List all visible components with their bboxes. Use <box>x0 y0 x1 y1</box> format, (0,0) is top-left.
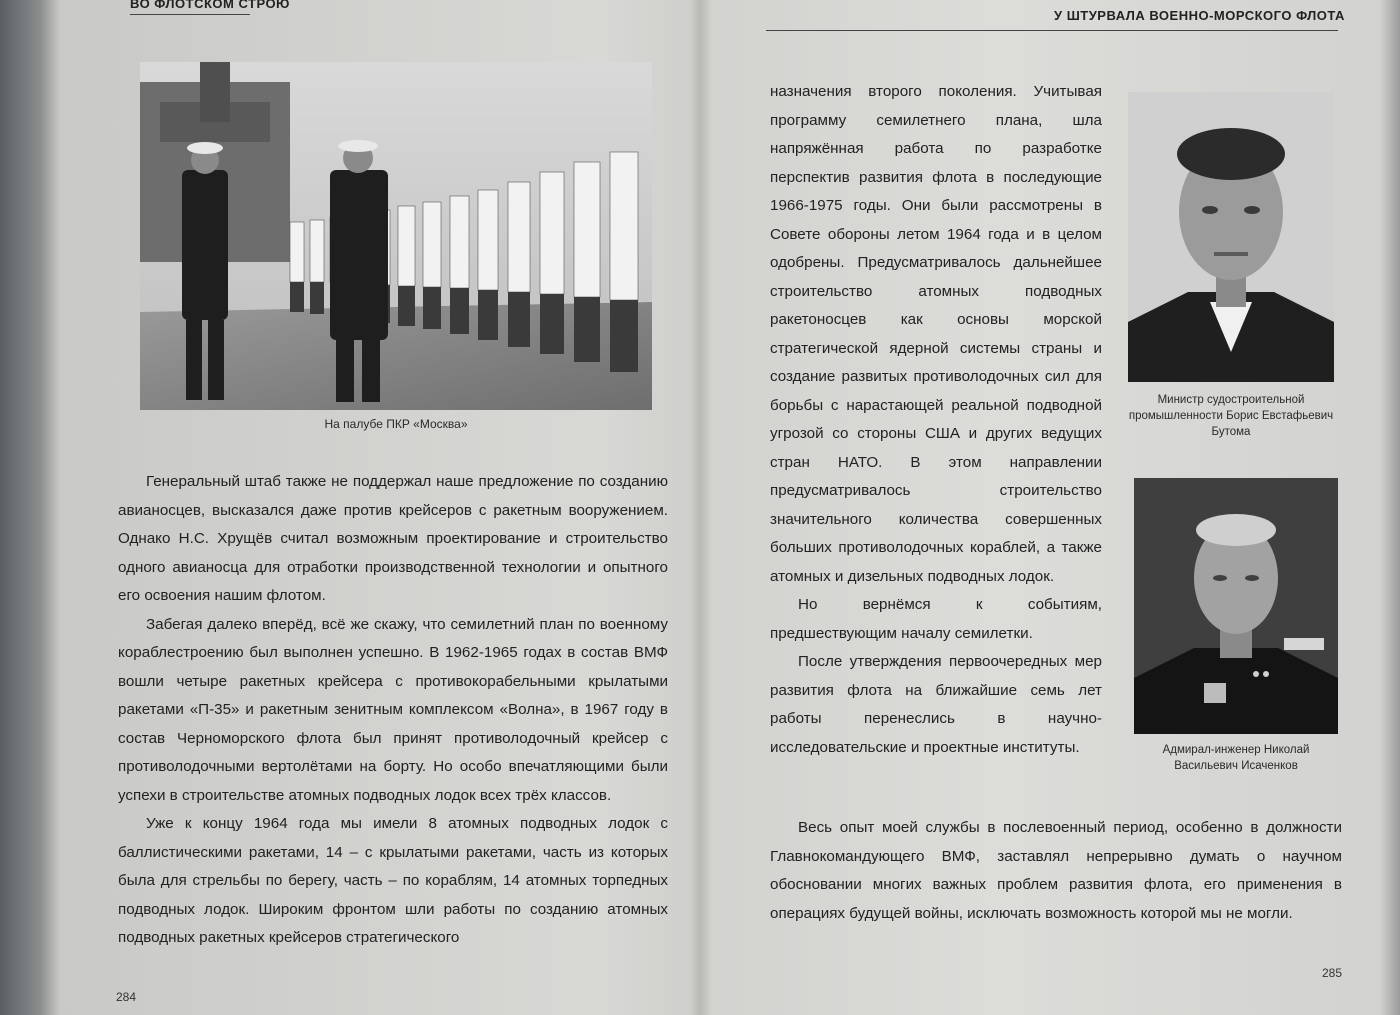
butoma-portrait-caption: Министр судостроительной промышленности Борис Евстафьевич Бутома <box>1128 394 1334 438</box>
right-paragraph-1: назначения второго поколения. Учитывая программу семилетнего плана, шла напряжённая работа по разработке перспектив развития флота в последующие 1966-1975 годы. Они были рассмотрены в Совете обороны летом 1964 года и в целом одобрены. Предусматривалось дальнейшее строительство атомных подводных ракетоносцев как основы морской стратегической ядерной системы страны и создание развитых противолодочных сил для борьбы с нарастающей реальной подводной угрозой со стороны США и других ведущих стран НАТО. В этом направлении предусматривалось строительство значительного количества совершенных больших противолодочных кораблей, а также атомных и дизельных подводных лодок. <box>770 83 1102 585</box>
left-page <box>60 0 700 1015</box>
right-page <box>708 0 1400 1015</box>
butoma-portrait <box>1128 92 1334 382</box>
left-head-rule <box>130 14 250 15</box>
right-head-rule <box>766 30 1338 31</box>
right-full-paragraph: Весь опыт моей службы в послевоенный период, особенно в должности Главнокомандующего ВМФ, заставлял непрерывно думать о научном обосновании многих важных проблем развития флота, его применения в операциях будущей войны, исключать возможность которой мы не могли. <box>770 819 1342 922</box>
right-page-number: 285 <box>1322 966 1343 980</box>
right-paragraph-2: Но вернёмся к событиям, предшествующим началу семилетки. <box>770 596 1102 642</box>
right-column-text <box>770 78 1102 762</box>
left-paragraph-2: Забегая далеко вперёд, всё же скажу, что семилетний план по военному кораблестроению был выполнен успешно. В 1962-1965 годах в состав ВМФ вошли четыре ракетных крейсера с противокорабельными крылатыми ракетами «П-35» и ракетным зенитным комплексом «Волна», в 1967 году в состав Черноморского флота был принят противолодочный крейсер с противолодочными вертолётами на борту. Но особо впечатляющими были успехи в строительстве атомных подводных лодок всех трёх классов. <box>118 615 668 804</box>
left-paragraph-1: Генеральный штаб также не поддержал наше предложение по созданию авианосцев, высказался даже против крейсеров с ракетным вооружением. Однако Н.С. Хрущёв считал возможным проектирование и строительство одного авианосца для отработки производственной технологии и опытного его освоения нашим флотом. <box>118 473 668 604</box>
left-body-text <box>118 468 668 953</box>
left-paragraph-3: Уже к концу 1964 года мы имели 8 атомных подводных лодок с баллистическими ракетами, 14 – с крылатыми ракетами, часть из которых была для стрельбы по берегу, часть – по кораблям, 14 атомных торпедных подводных лодок. Широким фронтом шли работы по созданию атомных подводных ракетных крейсеров стратегического <box>118 815 668 946</box>
left-page-number: 284 <box>116 990 137 1004</box>
isachenkov-portrait-caption: Адмирал-инженер Николай Васильевич Исаченков <box>1162 744 1310 772</box>
isachenkov-portrait <box>1134 478 1338 734</box>
parade-photo <box>140 62 652 410</box>
butoma-portrait-image <box>1128 92 1334 382</box>
isachenkov-portrait-image <box>1134 478 1338 734</box>
parade-photo-image <box>140 62 652 410</box>
right-paragraph-3: После утверждения первоочередных мер развития флота на ближайшие семь лет работы перенеслись в научно-исследовательские и проектные институты. <box>770 653 1102 756</box>
parade-photo-caption: На палубе ПКР «Москва» <box>324 417 468 431</box>
right-running-head: У ШТУРВАЛА ВОЕННО-МОРСКОГО ФЛОТА <box>1054 8 1345 23</box>
left-running-head: ВО ФЛОТСКОМ СТРОЮ <box>130 0 290 11</box>
